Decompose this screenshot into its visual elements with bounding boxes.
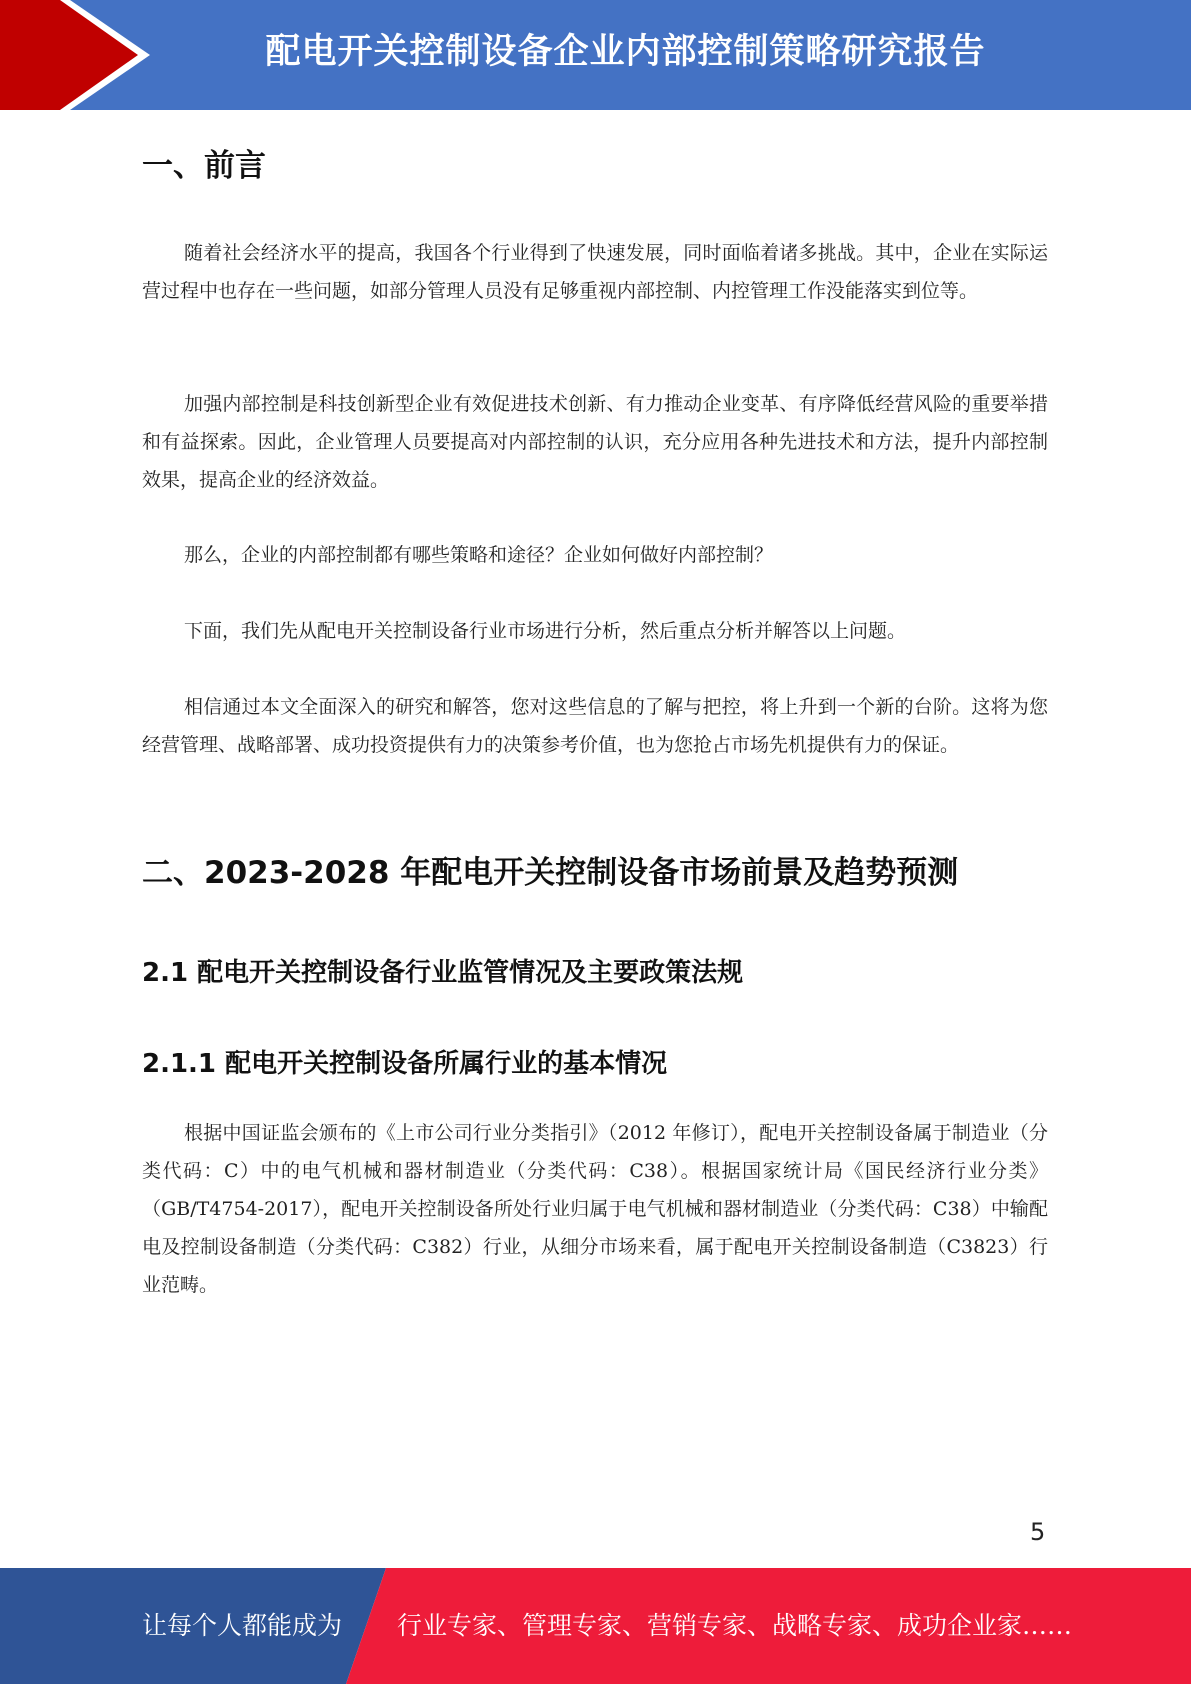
subsection-heading-2-1-1: 2.1.1 配电开关控制设备所属行业的基本情况: [142, 1049, 668, 1079]
page-number: 5: [1030, 1518, 1046, 1546]
report-title: 配电开关控制设备企业内部控制策略研究报告: [265, 32, 986, 72]
footer-slogan-left: 让每个人都能成为: [142, 1611, 343, 1640]
subsection-heading-2-1: 2.1 配电开关控制设备行业监管情况及主要政策法规: [142, 958, 744, 988]
report-header: [0, 0, 1191, 110]
preface-paragraph-3: 那么，企业的内部控制都有哪些策略和途径？企业如何做好内部控制？: [184, 544, 774, 566]
header-chevron-decoration: [0, 0, 160, 110]
industry-basics-paragraph: 根据中国证监会颁布的《上市公司行业分类指引》（2012 年修订），配电开关控制设备属于制造业（分类代码：C）中的电气机械和器材制造业（分类代码：C38）。根据国家统计局《国民经济行业分类》（GB/T4754-2017），配电开关控制设备所处行业归属于电气机械和器材制造业（分类代码：C38）中输配电及控制设备制造（分类代码：C382）行业，从细分市场来看，属于配电开关控制设备制造（C3823）行业范畴。: [142, 1122, 1048, 1296]
preface-paragraph-2: 加强内部控制是科技创新型企业有效促进技术创新、有力推动企业变革、有序降低经营风险的重要举措和有益探索。因此，企业管理人员要提高对内部控制的认识，充分应用各种先进技术和方法，提升内部控制效果，提高企业的经济效益。: [142, 393, 1048, 491]
footer-slogan-right: 行业专家、管理专家、营销专家、战略专家、成功企业家……: [397, 1611, 1073, 1640]
report-footer: [0, 1568, 1191, 1684]
preface-paragraph-5: 相信通过本文全面深入的研究和解答，您对这些信息的了解与把控，将上升到一个新的台阶。这将为您经营管理、战略部署、成功投资提供有力的决策参考价值，也为您抢占市场先机提供有力的保证。: [142, 696, 1048, 756]
section-heading-preface: 一、前言: [142, 148, 266, 184]
section-heading-market-outlook: 二、2023-2028 年配电开关控制设备市场前景及趋势预测: [142, 855, 959, 891]
preface-paragraph-1: 随着社会经济水平的提高，我国各个行业得到了快速发展，同时面临着诸多挑战。其中，企业在实际运营过程中也存在一些问题，如部分管理人员没有足够重视内部控制、内控管理工作没能落实到位等。: [142, 242, 1048, 302]
preface-paragraph-4: 下面，我们先从配电开关控制设备行业市场进行分析，然后重点分析并解答以上问题。: [184, 620, 907, 642]
